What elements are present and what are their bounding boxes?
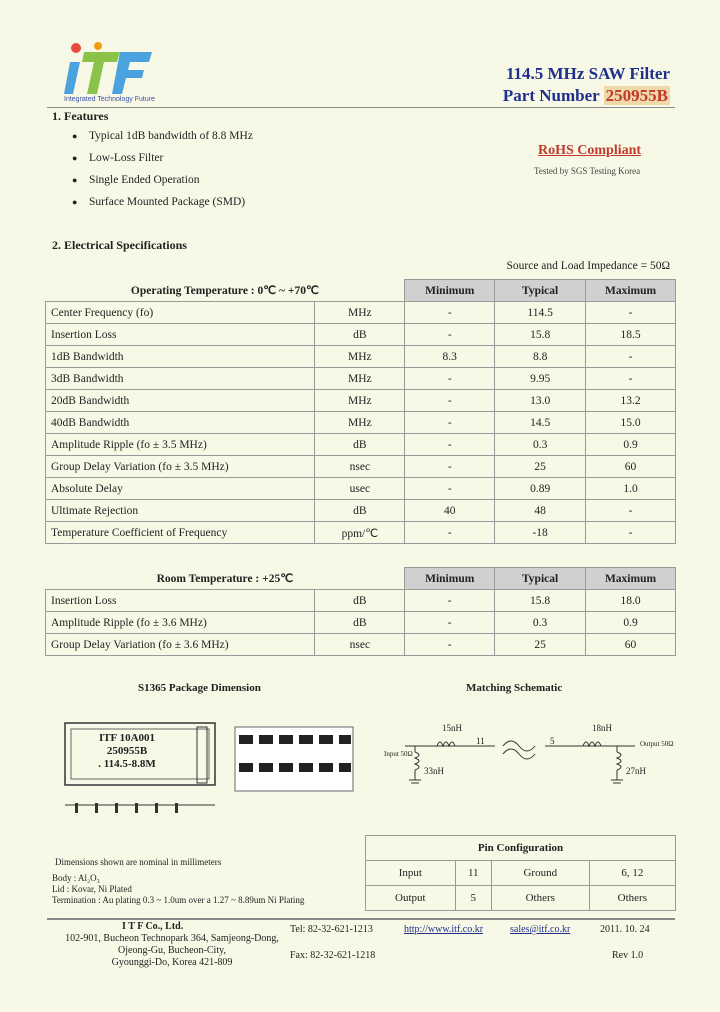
value-cell: ppm/℃ xyxy=(315,522,405,544)
value-cell: - xyxy=(405,390,495,412)
output-label: Output 50Ω xyxy=(640,740,674,748)
bullet-icon: ● xyxy=(72,175,78,185)
operating-temperature: Operating Temperature : 0℃ ~ +70℃ xyxy=(130,285,319,298)
list-item: ● Low-Loss Filter xyxy=(72,152,164,164)
value-cell: 13.2 xyxy=(586,390,676,412)
value-cell: MHz xyxy=(315,302,405,324)
value-cell: - xyxy=(405,456,495,478)
electrical-heading: 2. Electrical Specifications xyxy=(52,238,187,252)
column-header: Minimum xyxy=(405,280,495,302)
footer-tel: Tel: 82-32-621-1213 xyxy=(290,924,373,935)
column-header: Typical xyxy=(495,280,586,302)
table-row xyxy=(46,634,676,656)
value-cell: - xyxy=(405,324,495,346)
bullet-icon: ● xyxy=(72,153,78,163)
matching-heading: Matching Schematic xyxy=(466,682,563,694)
package-marking: ITF 10A001 250955B . 114.5-8.8M xyxy=(98,732,156,770)
value-cell: -18 xyxy=(495,522,586,544)
pin-out-value: 5 xyxy=(550,736,555,746)
list-item: ● Typical 1dB bandwidth of 8.8 MHz xyxy=(72,130,253,142)
value-cell: 25 xyxy=(495,456,586,478)
room-spec-table xyxy=(45,567,676,656)
table-row xyxy=(46,522,676,544)
parameter-cell: Temperature Coefficient of Frequency xyxy=(46,522,315,544)
value-cell: - xyxy=(405,302,495,324)
bullet-icon: ● xyxy=(72,197,78,207)
rohs-label: RoHS Compliant xyxy=(538,143,642,158)
part-number-line xyxy=(503,86,670,106)
value-cell: 0.89 xyxy=(495,478,586,500)
table-row xyxy=(46,412,676,434)
table-row xyxy=(46,612,676,634)
rohs-tested: Tested by SGS Testing Korea xyxy=(534,166,641,176)
parameter-cell: Amplitude Ripple (fo ± 3.5 MHz) xyxy=(46,434,315,456)
table-row xyxy=(46,434,676,456)
pin-config-heading: Pin Configuration xyxy=(366,836,676,861)
column-header: Maximum xyxy=(586,568,676,590)
value-cell: 13.0 xyxy=(495,390,586,412)
table-row xyxy=(46,456,676,478)
value-cell: 114.5 xyxy=(495,302,586,324)
value-cell: 15.0 xyxy=(586,412,676,434)
itf-logo-icon xyxy=(62,38,162,100)
c-out-value: 27nH xyxy=(626,766,646,776)
value-cell: - xyxy=(586,346,676,368)
header-rule xyxy=(47,107,675,108)
value-cell: - xyxy=(405,434,495,456)
dimension-note: Dimensions shown are nominal in millimeters xyxy=(55,857,222,867)
value-cell: MHz xyxy=(315,412,405,434)
footer-rule xyxy=(47,918,675,920)
value-cell: - xyxy=(586,500,676,522)
value-cell: 0.9 xyxy=(586,434,676,456)
table-row: Output 5 Others Others xyxy=(366,886,676,911)
parameter-cell: Ultimate Rejection xyxy=(46,500,315,522)
features-list xyxy=(72,130,253,218)
parameter-cell: 20dB Bandwidth xyxy=(46,390,315,412)
document-title: 114.5 MHz SAW Filter xyxy=(506,64,670,83)
footer-rev: Rev 1.0 xyxy=(612,950,644,961)
part-number-value: 250955B xyxy=(605,86,668,105)
footer-address: 102-901, Bucheon Technopark 364, Samjeong-Dong, Ojeong-Gu, Bucheon-City, Gyounggi-Do, Korea 421-809 xyxy=(65,933,279,968)
value-cell: 9.95 xyxy=(495,368,586,390)
table-row xyxy=(46,368,676,390)
footer-email-link[interactable]: sales@itf.co.kr xyxy=(510,924,571,935)
value-cell: - xyxy=(405,590,495,612)
parameter-cell: Amplitude Ripple (fo ± 3.6 MHz) xyxy=(46,612,315,634)
pin-config-table xyxy=(365,835,676,911)
table-row xyxy=(46,500,676,522)
value-cell: dB xyxy=(315,434,405,456)
value-cell: usec xyxy=(315,478,405,500)
value-cell: MHz xyxy=(315,346,405,368)
value-cell: - xyxy=(405,368,495,390)
parameter-cell: Center Frequency (fo) xyxy=(46,302,315,324)
value-cell: nsec xyxy=(315,634,405,656)
part-number-label: Part Number xyxy=(502,86,600,105)
column-header: Typical xyxy=(495,568,586,590)
value-cell: - xyxy=(405,634,495,656)
footer-website-link[interactable]: http://www.itf.co.kr xyxy=(404,924,484,935)
value-cell: 18.5 xyxy=(586,324,676,346)
value-cell: MHz xyxy=(315,390,405,412)
package-heading: S1365 Package Dimension xyxy=(138,682,261,694)
value-cell: nsec xyxy=(315,456,405,478)
company-logo xyxy=(62,38,162,100)
value-cell: dB xyxy=(315,612,405,634)
value-cell: 60 xyxy=(586,456,676,478)
value-cell: - xyxy=(586,302,676,324)
value-cell: 40 xyxy=(405,500,495,522)
list-item: ● Single Ended Operation xyxy=(72,174,200,186)
footer-fax: Fax: 82-32-621-1218 xyxy=(290,950,376,961)
value-cell: - xyxy=(586,368,676,390)
parameter-cell: Insertion Loss xyxy=(46,590,315,612)
materials: Body : Al₂O₃ Lid : Kovar, Ni Plated Termination : Au plating 0.3 ~ 1.0um over a 1.27 ~ 8.89um Ni Plating xyxy=(52,873,305,905)
parameter-cell: Insertion Loss xyxy=(46,324,315,346)
parameter-cell: Group Delay Variation (fo ± 3.5 MHz) xyxy=(46,456,315,478)
parameter-cell: Group Delay Variation (fo ± 3.6 MHz) xyxy=(46,634,315,656)
table-row xyxy=(46,478,676,500)
table-row xyxy=(46,346,676,368)
table-row xyxy=(46,324,676,346)
table-row: Input 11 Ground 6, 12 xyxy=(366,861,676,886)
column-header: Minimum xyxy=(405,568,495,590)
value-cell: dB xyxy=(315,500,405,522)
electrical-spec-table xyxy=(45,279,676,544)
value-cell: 60 xyxy=(586,634,676,656)
parameter-cell: 1dB Bandwidth xyxy=(46,346,315,368)
value-cell: 0.3 xyxy=(495,434,586,456)
value-cell: 14.5 xyxy=(495,412,586,434)
parameter-cell: Absolute Delay xyxy=(46,478,315,500)
parameter-cell: 3dB Bandwidth xyxy=(46,368,315,390)
features-heading: 1. Features xyxy=(52,109,109,123)
value-cell: - xyxy=(405,522,495,544)
table-row xyxy=(46,590,676,612)
matching-schematic xyxy=(385,720,675,800)
value-cell: 0.3 xyxy=(495,612,586,634)
logo-tagline: Integrated Technology Future xyxy=(64,96,155,103)
l-in-value: 15nH xyxy=(442,723,462,733)
value-cell: dB xyxy=(315,590,405,612)
column-header: Maximum xyxy=(586,280,676,302)
table-row xyxy=(46,390,676,412)
l-out-value: 18nH xyxy=(592,723,612,733)
impedance-note: Source and Load Impedance = 50Ω xyxy=(506,260,670,272)
bullet-icon: ● xyxy=(72,131,78,141)
value-cell: MHz xyxy=(315,368,405,390)
pin-in-value: 11 xyxy=(476,736,485,746)
value-cell: 48 xyxy=(495,500,586,522)
c-in-value: 33nH xyxy=(424,766,444,776)
footer-company: I T F Co., Ltd. xyxy=(122,921,184,932)
footer-date: 2011. 10. 24 xyxy=(600,924,650,935)
value-cell: 8.8 xyxy=(495,346,586,368)
value-cell: - xyxy=(405,612,495,634)
input-label: Input 50Ω xyxy=(384,750,413,758)
value-cell: 1.0 xyxy=(586,478,676,500)
value-cell: 25 xyxy=(495,634,586,656)
value-cell: 18.0 xyxy=(586,590,676,612)
value-cell: - xyxy=(405,412,495,434)
value-cell: 15.8 xyxy=(495,324,586,346)
value-cell: dB xyxy=(315,324,405,346)
value-cell: 15.8 xyxy=(495,590,586,612)
value-cell: - xyxy=(405,478,495,500)
room-temperature: Room Temperature : +25℃ xyxy=(156,573,294,586)
list-item: ● Surface Mounted Package (SMD) xyxy=(72,196,246,208)
value-cell: - xyxy=(586,522,676,544)
parameter-cell: 40dB Bandwidth xyxy=(46,412,315,434)
value-cell: 8.3 xyxy=(405,346,495,368)
value-cell: 0.9 xyxy=(586,612,676,634)
table-row xyxy=(46,302,676,324)
